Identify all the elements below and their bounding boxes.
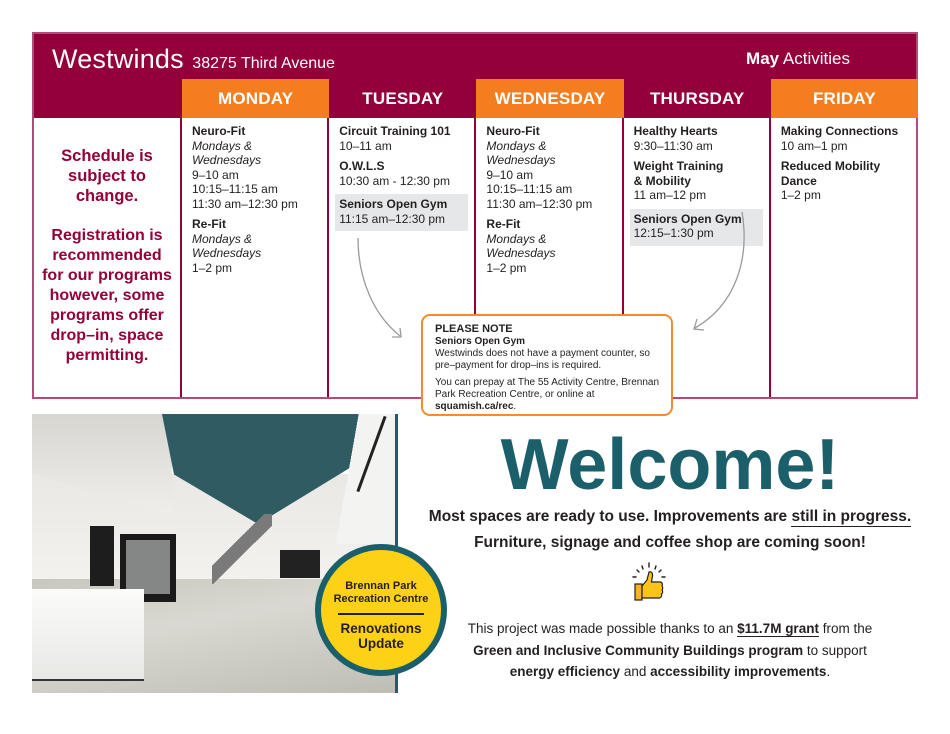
grant-benefit-accessibility: accessibility improvements xyxy=(650,664,827,679)
day-header-thursday: THURSDAY xyxy=(649,88,745,108)
event-time: 9–10 am xyxy=(192,167,239,182)
badge-facility-name: Brennan Park Recreation Centre xyxy=(333,580,429,605)
please-note-box xyxy=(421,314,673,416)
badge-title: Renovations Update xyxy=(340,620,422,651)
grant-program-name: Green and Inclusive Community Buildings program xyxy=(473,642,804,658)
event-title: Re-Fit xyxy=(486,217,521,231)
event-time: 1–2 pm xyxy=(192,260,233,275)
event-item xyxy=(190,217,321,275)
notice-change: Schedule is subject to change. xyxy=(61,147,153,205)
event-title: Neuro-Fit xyxy=(486,124,540,138)
month-suffix: Activities xyxy=(782,49,850,68)
day-column-friday xyxy=(771,118,916,397)
event-title: O.W.L.S xyxy=(339,159,385,173)
event-item xyxy=(779,159,910,203)
welcome-section xyxy=(405,424,935,553)
day-headers xyxy=(182,79,918,118)
event-title: Neuro-Fit xyxy=(192,124,246,138)
welcome-coming-soon: Furniture, signage and coffee shop are coming soon! xyxy=(474,534,866,551)
event-days: Mondays & Wednesdays xyxy=(486,231,556,260)
event-item xyxy=(632,124,763,153)
event-item xyxy=(337,159,468,188)
event-title: Seniors Open Gym xyxy=(633,211,742,226)
welcome-title: Welcome! xyxy=(500,425,840,505)
event-item xyxy=(632,159,763,203)
event-item-highlighted xyxy=(335,194,468,231)
event-time: 11:30 am–12:30 pm xyxy=(192,196,298,211)
note-payment-text: Westwinds does not have a payment counter, so pre–payment for drop–ins is required. xyxy=(435,348,650,371)
note-prepay-suffix: . xyxy=(513,401,517,412)
month-label xyxy=(746,49,850,69)
event-time: 12:15–1:30 pm xyxy=(633,226,714,240)
day-header-monday: MONDAY xyxy=(182,79,329,118)
event-time: 9:30–11:30 am xyxy=(633,138,713,153)
event-item xyxy=(779,124,910,153)
event-title: Seniors Open Gym xyxy=(339,197,448,211)
day-column-monday xyxy=(182,118,329,397)
venue-title xyxy=(52,44,335,75)
welcome-status-prefix: Most spaces are ready to use. Improvements are xyxy=(428,508,792,525)
grant-amount: $11.7M grant xyxy=(737,621,819,636)
event-time: 10–11 am xyxy=(339,138,392,153)
note-prepay-prefix: You can prepay at The 55 Activity Centre, Brennan Park Recreation Centre, or online at xyxy=(435,377,660,400)
event-title: Circuit Training 101 xyxy=(339,124,451,138)
day-header-wednesday: WEDNESDAY xyxy=(476,79,623,118)
photo-door xyxy=(280,550,320,578)
event-time: 11 am–12 pm xyxy=(633,188,707,202)
note-subheading: Seniors Open Gym xyxy=(435,336,526,347)
event-title: Healthy Hearts xyxy=(633,124,718,138)
event-item xyxy=(484,217,615,275)
schedule-notice xyxy=(34,118,182,397)
photo-counter xyxy=(32,589,144,679)
photo-vent xyxy=(332,414,398,544)
grant-text: from the xyxy=(818,621,873,636)
badge-divider xyxy=(338,613,424,615)
event-item xyxy=(484,124,615,211)
event-days: Mondays & Wednesdays xyxy=(192,231,262,260)
notice-registration: Registration is recommended for our programs however, some programs offer drop–in, space permitting. xyxy=(42,227,172,364)
event-title: Making Connections xyxy=(780,124,899,138)
event-time: 1–2 pm xyxy=(486,260,527,275)
event-item xyxy=(337,124,468,153)
note-prepay-text xyxy=(435,377,661,413)
photo-door xyxy=(90,526,114,586)
event-time: 10 am–1 pm xyxy=(780,138,848,153)
welcome-status-line xyxy=(405,506,935,527)
event-title: Re-Fit xyxy=(192,217,226,231)
website-link[interactable]: squamish.ca/rec xyxy=(435,401,514,412)
venue-name: Westwinds xyxy=(52,44,184,74)
note-heading: PLEASE NOTE xyxy=(435,323,513,335)
event-time: 10:15–11:15 am xyxy=(486,182,573,196)
event-time: 9–10 am xyxy=(486,167,534,182)
event-time: 10:15–11:15 am xyxy=(192,182,278,196)
welcome-status-underlined: still in progress. xyxy=(791,508,912,525)
event-title: Reduced Mobility Dance xyxy=(780,159,881,188)
event-time: 11:15 am–12:30 pm xyxy=(339,211,446,226)
event-time: 11:30 am–12:30 pm xyxy=(486,196,593,211)
event-title-line: Weight Training xyxy=(633,159,724,173)
grant-text: . xyxy=(826,664,831,679)
thumbs-up-icon xyxy=(627,562,671,604)
grant-benefit-energy: energy efficiency xyxy=(509,664,621,679)
grant-text: to support xyxy=(803,642,867,658)
event-time: 10:30 am - 12:30 pm xyxy=(339,173,450,188)
event-title-line: & Mobility xyxy=(633,173,691,188)
grant-text: This project was made possible thanks to an xyxy=(467,621,738,636)
photo-stair xyxy=(212,514,272,584)
event-time: 1–2 pm xyxy=(780,188,821,202)
event-days: Mondays & Wednesdays xyxy=(192,138,262,167)
event-item xyxy=(190,124,321,211)
day-header-tuesday: TUESDAY xyxy=(362,88,444,108)
schedule-header xyxy=(34,34,916,118)
month-name: May xyxy=(746,49,780,68)
event-item-highlighted xyxy=(630,209,763,246)
grant-statement xyxy=(405,618,935,683)
grant-text: and xyxy=(620,664,651,679)
event-days: Mondays & Wednesdays xyxy=(486,138,556,167)
day-header-friday: FRIDAY xyxy=(771,79,918,118)
venue-address: 38275 Third Avenue xyxy=(192,55,335,72)
